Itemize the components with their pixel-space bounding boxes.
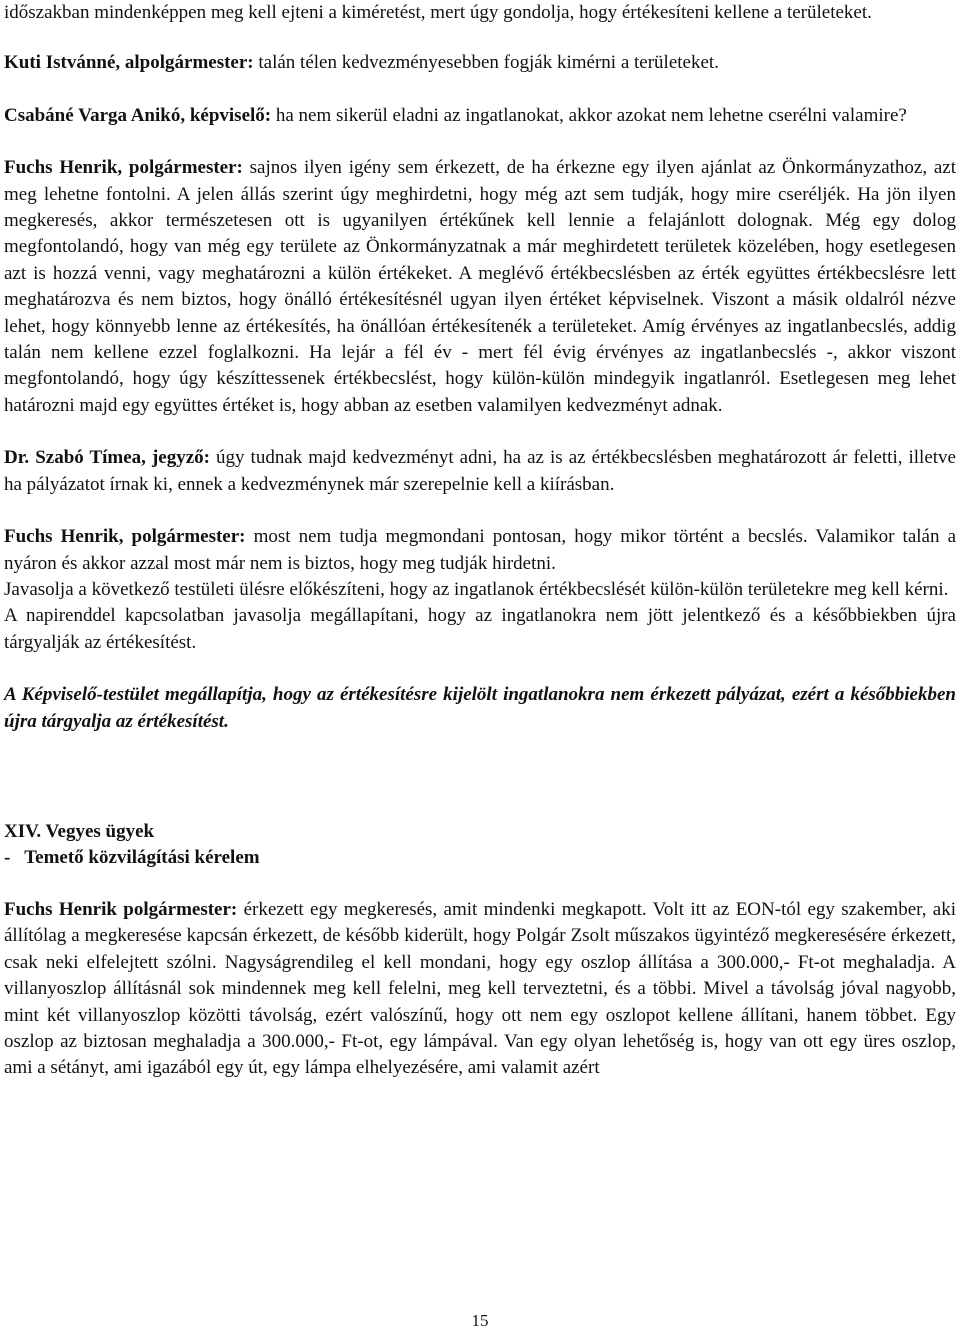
paragraph-text: időszakban mindenképpen meg kell ejteni a kiméretést, mert úgy gondolja, hogy értékesíteni kellene a területeket. xyxy=(4,2,872,23)
speaker-name: Fuchs Henrik, polgármester: xyxy=(4,157,243,179)
paragraph xyxy=(4,897,956,1082)
resolution-text: A Képviselő-testület megállapítja, hogy az értékesítésre kijelölt ingatlanokra nem érkezett pályázat, ezért a későbbiekben újra tárgyalja az értékesítést. xyxy=(4,684,956,732)
paragraph xyxy=(4,524,956,577)
paragraph-text: talán télen kedvezményesebben fogják kimérni a területeket. xyxy=(253,52,719,74)
paragraph-text: úgy tudnak majd kedvezményt adni, ha az is az értékbecslésben meghatározott ár feletti, illetve ha pályázatot írnak ki, ennek a kedvezménynek már szerepelnie kell a kiírásban. xyxy=(4,447,956,495)
paragraph xyxy=(4,155,956,419)
speaker-name: Fuchs Henrik, polgármester: xyxy=(4,526,246,548)
document-page xyxy=(4,0,956,1082)
paragraph xyxy=(4,0,956,26)
paragraph-text: most nem tudja megmondani pontosan, hogy mikor történt a becslés. Valamikor talán a nyáron és akkor azzal most már nem is biztos, hogy meg tudják hirdetni. xyxy=(4,526,956,574)
paragraph-text: Javasolja a következő testületi ülésre előkészíteni, hogy az ingatlanok értékbecslését külön-külön területekre meg kell kérni. xyxy=(4,578,949,600)
page-number: 15 xyxy=(471,1311,489,1330)
subsection-title: - Temető közvilágítási kérelem xyxy=(4,846,260,868)
paragraph-text: A napirenddel kapcsolatban javasolja megállapítani, hogy az ingatlanokra nem jött jelentkező és a későbbiekben újra tárgyalják az értékesítést. xyxy=(4,605,956,653)
paragraph-text: ha nem sikerül eladni az ingatlanokat, akkor azokat nem lehetne cserélni valamire? xyxy=(271,104,907,126)
paragraph xyxy=(4,103,956,129)
paragraph xyxy=(4,577,956,603)
speaker-name: Kuti Istvánné, alpolgármester: xyxy=(4,52,254,74)
speaker-name: Csabáné Varga Anikó, képviselő: xyxy=(4,104,272,126)
section-title: XIV. Vegyes ügyek xyxy=(4,820,155,842)
paragraph xyxy=(4,445,956,498)
speaker-name: Dr. Szabó Tímea, jegyző: xyxy=(4,447,210,469)
paragraph xyxy=(4,50,956,76)
speaker-name: Fuchs Henrik polgármester: xyxy=(4,898,238,920)
paragraph-text: sajnos ilyen igény sem érkezett, de ha érkezne egy ilyen ajánlat az Önkormányzathoz, azt meg lehetne fontolni. A jelen állás szerint úgy meghirdetni, hogy még azt sem tudják, hogy mire cseréljék. Ha jön ilyen megkeresés, akkor természetesen ott is ugyanilyen értékűnek kell lennie a felajánlott dolognak. Még egy dolog megfontolandó, hogy van még egy területe az Önkormányzatnak a már meghirdetett területek közelében, hogy esetlegesen azt is hozzá venni, vagy meghatározni a külön értékeket. A meglévő értékbecslésben az érték együttes értékbecslésre lett meghatározva és nem biztos, hogy önálló értékesítésnél ugyan ilyen értéket képviselnek. Viszont a másik oldalról nézve lehet, hogy könnyebb lenne az értékesítés, ha önállóan értékesítenék a területeket. Amíg érvényes az ingatlanbecslés, addig talán nem kellene ezzel foglalkozni. Ha lejár a fél év - mert fél évig érvényes az ingatlanbecslés -, akkor viszont megfontolandó, hogy úgy készíttessenek értékbecslést, hogy külön-külön mindegyik ingatlanról. Esetlegesen meg lehet határozni majd egy együttes értéket is, hogy abban az esetben valamilyen kedvezményt adnak. xyxy=(4,157,957,416)
paragraph xyxy=(4,603,956,656)
paragraph-text: érkezett egy megkeresés, amit mindenki megkapott. Volt itt az EON-tól egy szakember, aki állítólag a megkeresése kapcsán érkezett, de később kiderült, hogy Polgár Zsolt műszakos ügyintéző megkeresésére érkezett, csak neki elfelejtett szólni. Nagyságrendileg el kell mondani, hogy egy oszlop állítása a 300.000,- Ft-ot meghaladja. A villanyoszlop állításnál sok mindennek meg kell felelni, meg kell terveztetni, és a többi. Mivel a távolság jóval nagyobb, mint két villanyoszlop közötti távolság, ezért valószínű, hogy ott nem egy oszlopot kellene állítani, hanem többet. Egy oszlop az biztosan meghaladja a 300.000,- Ft-ot, egy lámpával. Van egy olyan lehetőség is, hogy van ott egy üres oszlop, ami a sétányt, ami igazából egy út, egy lámpa elhelyezésére, ami valamit azért xyxy=(4,898,956,1079)
